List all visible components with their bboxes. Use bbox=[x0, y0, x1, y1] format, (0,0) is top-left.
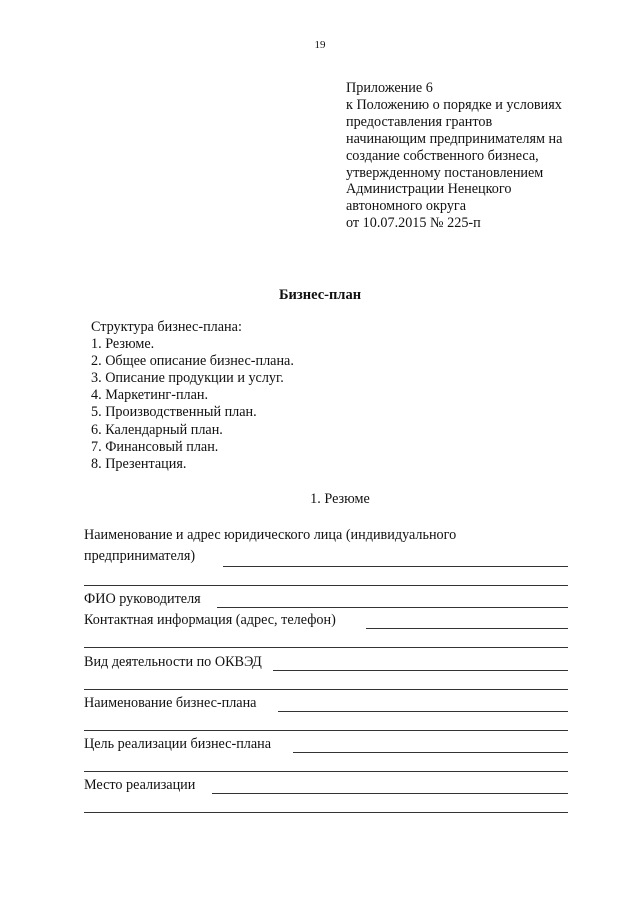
org-name-label: Наименование и адрес юридического лица (индивидуального bbox=[84, 527, 457, 543]
section-heading: 1. Резюме bbox=[310, 491, 370, 507]
appendix-line: автономного округа bbox=[346, 198, 467, 215]
appendix-header bbox=[346, 80, 562, 232]
appendix-line: Приложение 6 bbox=[346, 80, 433, 96]
page-number: 19 bbox=[314, 39, 326, 51]
plan-name-label: Наименование бизнес-плана bbox=[84, 695, 257, 711]
okved-field[interactable] bbox=[273, 670, 568, 671]
appendix-line: начинающим предпринимателям на bbox=[346, 130, 563, 147]
appendix-line: Администрации Ненецкого bbox=[346, 181, 512, 198]
structure-heading: Структура бизнес-плана: bbox=[91, 319, 242, 335]
org-name-field-extra[interactable] bbox=[84, 585, 568, 586]
structure-item: 5. Производственный план. bbox=[91, 404, 257, 421]
location-field[interactable] bbox=[212, 793, 568, 794]
appendix-line: создание собственного бизнеса, bbox=[346, 147, 539, 164]
structure-item: 3. Описание продукции и услуг. bbox=[91, 370, 284, 387]
okved-label: Вид деятельности по ОКВЭД bbox=[84, 654, 262, 670]
okved-field-extra[interactable] bbox=[84, 689, 568, 690]
structure-item: 1. Резюме. bbox=[91, 336, 155, 353]
plan-name-field-extra[interactable] bbox=[84, 730, 568, 731]
contact-field[interactable] bbox=[366, 628, 568, 629]
appendix-line: от 10.07.2015 № 225-п bbox=[346, 215, 481, 232]
director-label: ФИО руководителя bbox=[84, 591, 201, 607]
appendix-line: предоставления грантов bbox=[346, 113, 493, 130]
appendix-line: к Положению о порядке и условиях bbox=[346, 96, 562, 113]
appendix-line: утвержденному постановлением bbox=[346, 164, 544, 181]
structure-item: 4. Маркетинг-план. bbox=[91, 387, 209, 404]
org-name-field[interactable] bbox=[223, 566, 568, 567]
goal-label: Цель реализации бизнес-плана bbox=[84, 736, 272, 752]
structure-item: 7. Финансовый план. bbox=[91, 438, 219, 455]
goal-field-extra[interactable] bbox=[84, 771, 568, 772]
contact-field-extra[interactable] bbox=[84, 647, 568, 648]
structure-item: 6. Календарный план. bbox=[91, 421, 223, 438]
document-title: Бизнес-план bbox=[278, 287, 362, 303]
structure-list bbox=[91, 319, 294, 473]
location-field-extra[interactable] bbox=[84, 812, 568, 813]
contact-label: Контактная информация (адрес, телефон) bbox=[84, 612, 336, 628]
location-label: Место реализации bbox=[84, 777, 196, 793]
director-field[interactable] bbox=[217, 607, 568, 608]
structure-item: 8. Презентация. bbox=[91, 455, 187, 472]
goal-field[interactable] bbox=[293, 752, 568, 753]
plan-name-field[interactable] bbox=[278, 711, 568, 712]
org-name-label-continued: предпринимателя) bbox=[84, 548, 196, 564]
structure-item: 2. Общее описание бизнес-плана. bbox=[91, 353, 294, 370]
